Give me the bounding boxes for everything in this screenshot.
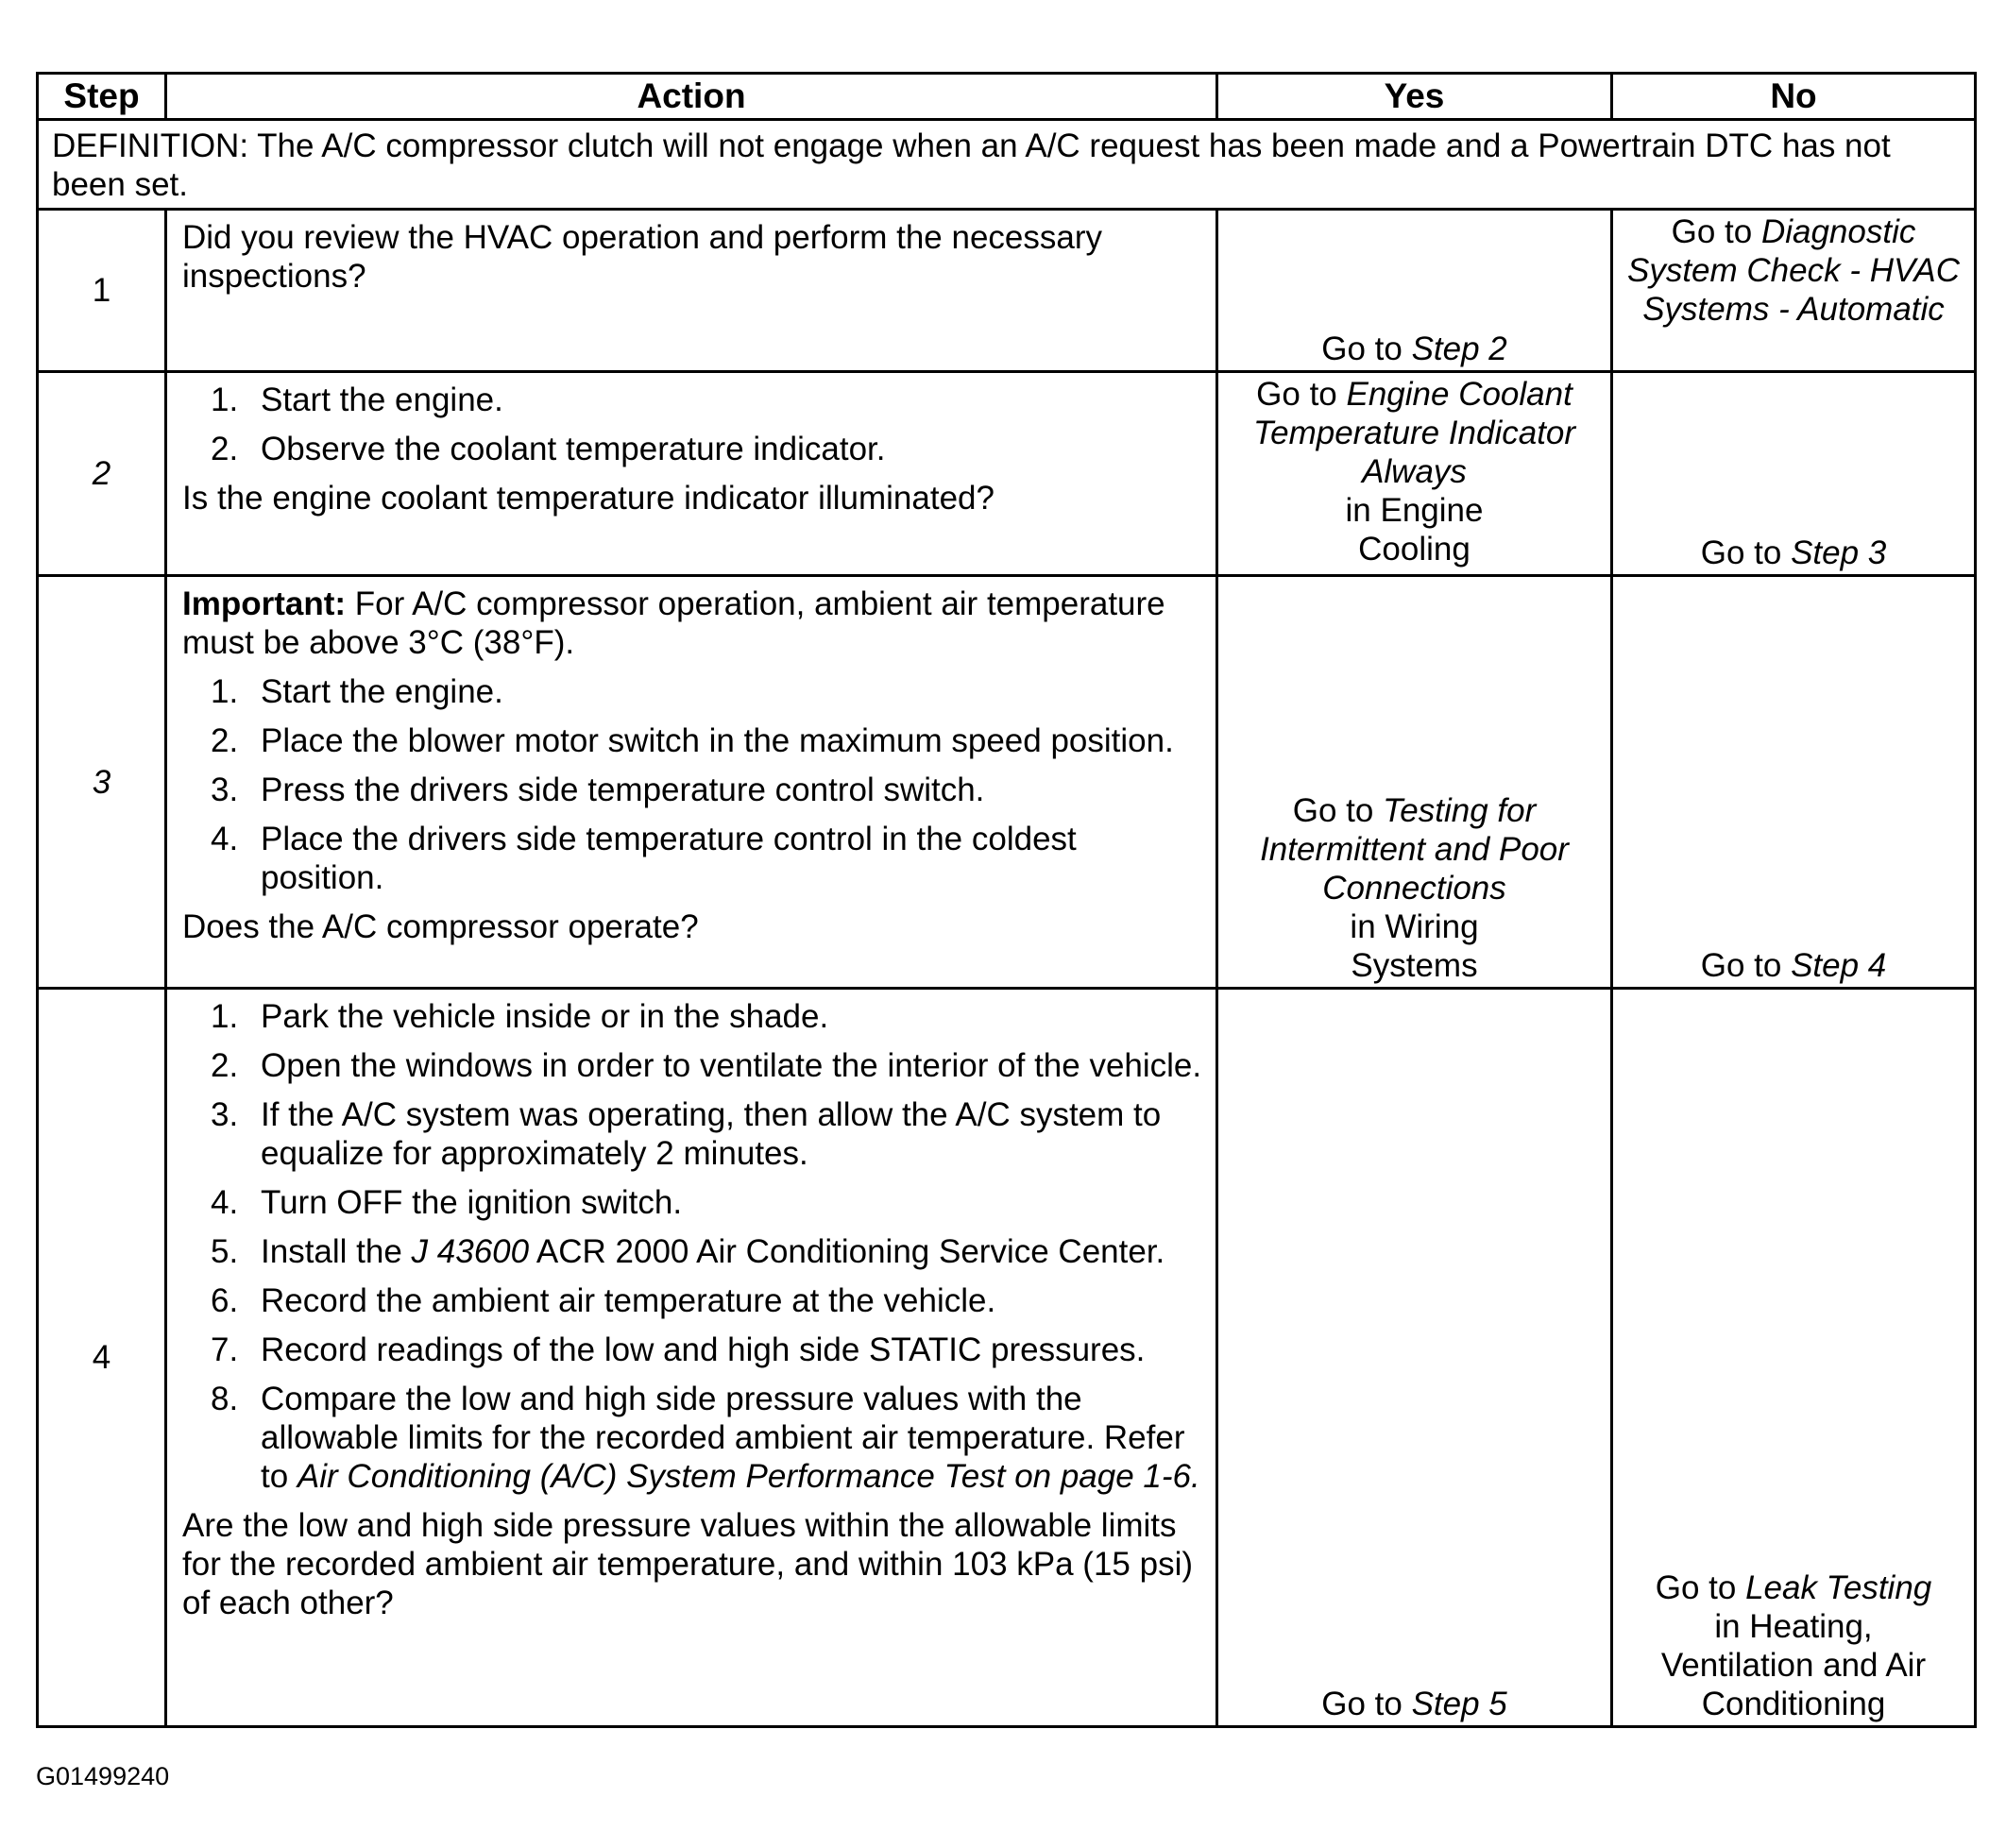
item-text: Record readings of the low and high side STATIC pressures. xyxy=(261,1331,1146,1368)
action-steps xyxy=(182,381,1204,468)
action-question: Are the low and high side pressure values within the allowable limits for the recorded ambient air temperature, and within 103 kPa (15 psi) of each other? xyxy=(182,1507,1194,1621)
yes-ref-line-1: Engine Coolant xyxy=(1346,376,1572,413)
yes-suffix-line-1: in Wiring xyxy=(1350,908,1479,945)
yes-cell xyxy=(1217,576,1612,989)
item-number: 2. xyxy=(211,431,239,467)
definition-text: DEFINITION: The A/C compressor clutch will not engage when an A/C request has been made and a Powertrain DTC has not been set. xyxy=(38,120,1976,210)
list-item xyxy=(182,1183,1204,1222)
action-cell xyxy=(166,576,1217,989)
no-ref-line-1: Diagnostic xyxy=(1760,213,1916,250)
no-cell xyxy=(1612,576,1976,989)
item-number: 6. xyxy=(211,1282,239,1319)
yes-ref-link[interactable]: Step 2 xyxy=(1411,331,1507,367)
item-number: 4. xyxy=(211,821,239,857)
list-item xyxy=(182,771,1204,809)
no-prefix: Go to xyxy=(1655,1569,1746,1606)
item-text: Press the drivers side temperature control switch. xyxy=(261,771,985,808)
list-item xyxy=(182,1380,1204,1496)
item-text: Start the engine. xyxy=(261,673,503,710)
no-cell xyxy=(1612,989,1976,1727)
step-number: 4 xyxy=(38,989,166,1727)
important-note xyxy=(182,585,1204,662)
no-ref-line-2[interactable]: System Check - HVAC xyxy=(1626,252,1961,289)
header-step: Step xyxy=(38,74,166,120)
table-row xyxy=(38,210,1976,372)
item-number: 4. xyxy=(211,1184,239,1221)
no-suffix-line-1: in Heating, xyxy=(1714,1608,1873,1645)
list-item xyxy=(182,430,1204,468)
no-prefix: Go to xyxy=(1671,213,1761,250)
step-number: 2 xyxy=(38,372,166,576)
action-question: Does the A/C compressor operate? xyxy=(182,908,699,945)
item-text: Install the xyxy=(261,1233,412,1270)
no-ref-link[interactable]: Step 3 xyxy=(1791,534,1887,571)
no-prefix: Go to xyxy=(1700,947,1792,984)
yes-ref-line-2[interactable]: Temperature Indicator xyxy=(1252,415,1576,451)
item-text: Place the drivers side temperature control in the coldest position. xyxy=(261,821,1077,896)
item-text: Turn OFF the ignition switch. xyxy=(261,1184,683,1221)
yes-cell xyxy=(1217,210,1612,372)
item-text: Start the engine. xyxy=(261,381,503,418)
list-item xyxy=(182,672,1204,711)
step-number: 3 xyxy=(38,576,166,989)
item-number: 2. xyxy=(211,722,239,759)
yes-prefix: Go to xyxy=(1256,376,1347,413)
no-suffix-line-3: Conditioning xyxy=(1701,1686,1886,1722)
item-text: Record the ambient air temperature at the vehicle. xyxy=(261,1282,996,1319)
yes-suffix-line-2: Cooling xyxy=(1358,531,1470,568)
list-item xyxy=(182,1095,1204,1173)
no-cell xyxy=(1612,372,1976,576)
list-item xyxy=(182,1281,1204,1320)
yes-prefix: Go to xyxy=(1321,1686,1412,1722)
yes-suffix-line-2: Systems xyxy=(1351,947,1478,984)
table-row xyxy=(38,989,1976,1727)
item-text: Observe the coolant temperature indicator. xyxy=(261,431,886,467)
yes-prefix: Go to xyxy=(1321,331,1412,367)
item-text: Park the vehicle inside or in the shade. xyxy=(261,998,829,1035)
yes-cell xyxy=(1217,372,1612,576)
item-number: 1. xyxy=(211,673,239,710)
action-question: Is the engine coolant temperature indicator illuminated? xyxy=(182,480,994,517)
item-number: 3. xyxy=(211,1096,239,1133)
action-cell xyxy=(166,989,1217,1727)
yes-ref-link[interactable]: Step 5 xyxy=(1411,1686,1507,1722)
table-row xyxy=(38,372,1976,576)
item-number: 5. xyxy=(211,1233,239,1270)
yes-ref-line-3[interactable]: Connections xyxy=(1322,870,1506,907)
definition-row xyxy=(38,120,1976,210)
list-item xyxy=(182,820,1204,897)
item-number: 3. xyxy=(211,771,239,808)
action-cell xyxy=(166,372,1217,576)
header-yes: Yes xyxy=(1217,74,1612,120)
yes-ref-line-3[interactable]: Always xyxy=(1362,453,1467,490)
yes-ref-link[interactable] xyxy=(1222,791,1606,830)
step-number: 1 xyxy=(38,210,166,372)
header-no: No xyxy=(1612,74,1976,120)
list-item xyxy=(182,1232,1204,1271)
item-number: 1. xyxy=(211,381,239,418)
item-text: Place the blower motor switch in the maximum speed position. xyxy=(261,722,1174,759)
no-ref-link[interactable] xyxy=(1617,212,1970,251)
performance-test-link[interactable]: Air Conditioning (A/C) System Performance Test on page 1-6. xyxy=(297,1458,1200,1495)
item-number: 8. xyxy=(211,1381,239,1417)
tool-ref: J 43600 xyxy=(411,1233,530,1270)
item-text: ACR 2000 Air Conditioning Service Center. xyxy=(529,1233,1165,1270)
yes-suffix-line-1: in Engine xyxy=(1345,492,1484,529)
item-text: If the A/C system was operating, then allow the A/C system to equalize for approximately 2 minutes. xyxy=(261,1096,1162,1172)
diagnostic-table-page xyxy=(36,72,1974,1728)
item-number: 1. xyxy=(211,998,239,1035)
yes-ref-link[interactable] xyxy=(1222,375,1606,414)
action-steps xyxy=(182,997,1204,1496)
item-text: Open the windows in order to ventilate the interior of the vehicle. xyxy=(261,1047,1202,1084)
no-ref-link[interactable] xyxy=(1617,1568,1970,1607)
header-action: Action xyxy=(166,74,1217,120)
header-row xyxy=(38,74,1976,120)
diagnostic-table xyxy=(36,72,1977,1728)
list-item xyxy=(182,1046,1204,1085)
yes-ref-line-1: Testing for xyxy=(1383,792,1537,829)
table-row xyxy=(38,576,1976,989)
item-text: Compare the low and high side pressure values with the allowable limits for the recorded ambient air temperature. Refer to xyxy=(261,1381,1185,1495)
no-prefix: Go to xyxy=(1700,534,1792,571)
item-number: 2. xyxy=(211,1047,239,1084)
action-steps xyxy=(182,672,1204,897)
yes-prefix: Go to xyxy=(1292,792,1384,829)
no-ref-link[interactable]: Step 4 xyxy=(1791,947,1887,984)
important-label: Important: xyxy=(182,585,347,622)
item-number: 7. xyxy=(211,1331,239,1368)
action-cell xyxy=(166,210,1217,372)
list-item xyxy=(182,381,1204,419)
yes-cell xyxy=(1217,989,1612,1727)
list-item xyxy=(182,721,1204,760)
important-text: For A/C compressor operation, ambient air temperature must be above 3°C (38°F). xyxy=(182,585,1165,661)
yes-ref-line-2[interactable]: Intermittent and Poor xyxy=(1260,831,1569,868)
list-item xyxy=(182,1331,1204,1369)
no-cell xyxy=(1612,210,1976,372)
action-question: Did you review the HVAC operation and perform the necessary inspections? xyxy=(182,219,1103,295)
no-ref-text: Leak Testing xyxy=(1745,1569,1932,1606)
figure-id: G01499240 xyxy=(36,1762,170,1790)
no-ref-line-3[interactable]: Systems - Automatic xyxy=(1642,291,1945,328)
list-item xyxy=(182,997,1204,1036)
no-suffix-line-2: Ventilation and Air xyxy=(1660,1647,1927,1684)
